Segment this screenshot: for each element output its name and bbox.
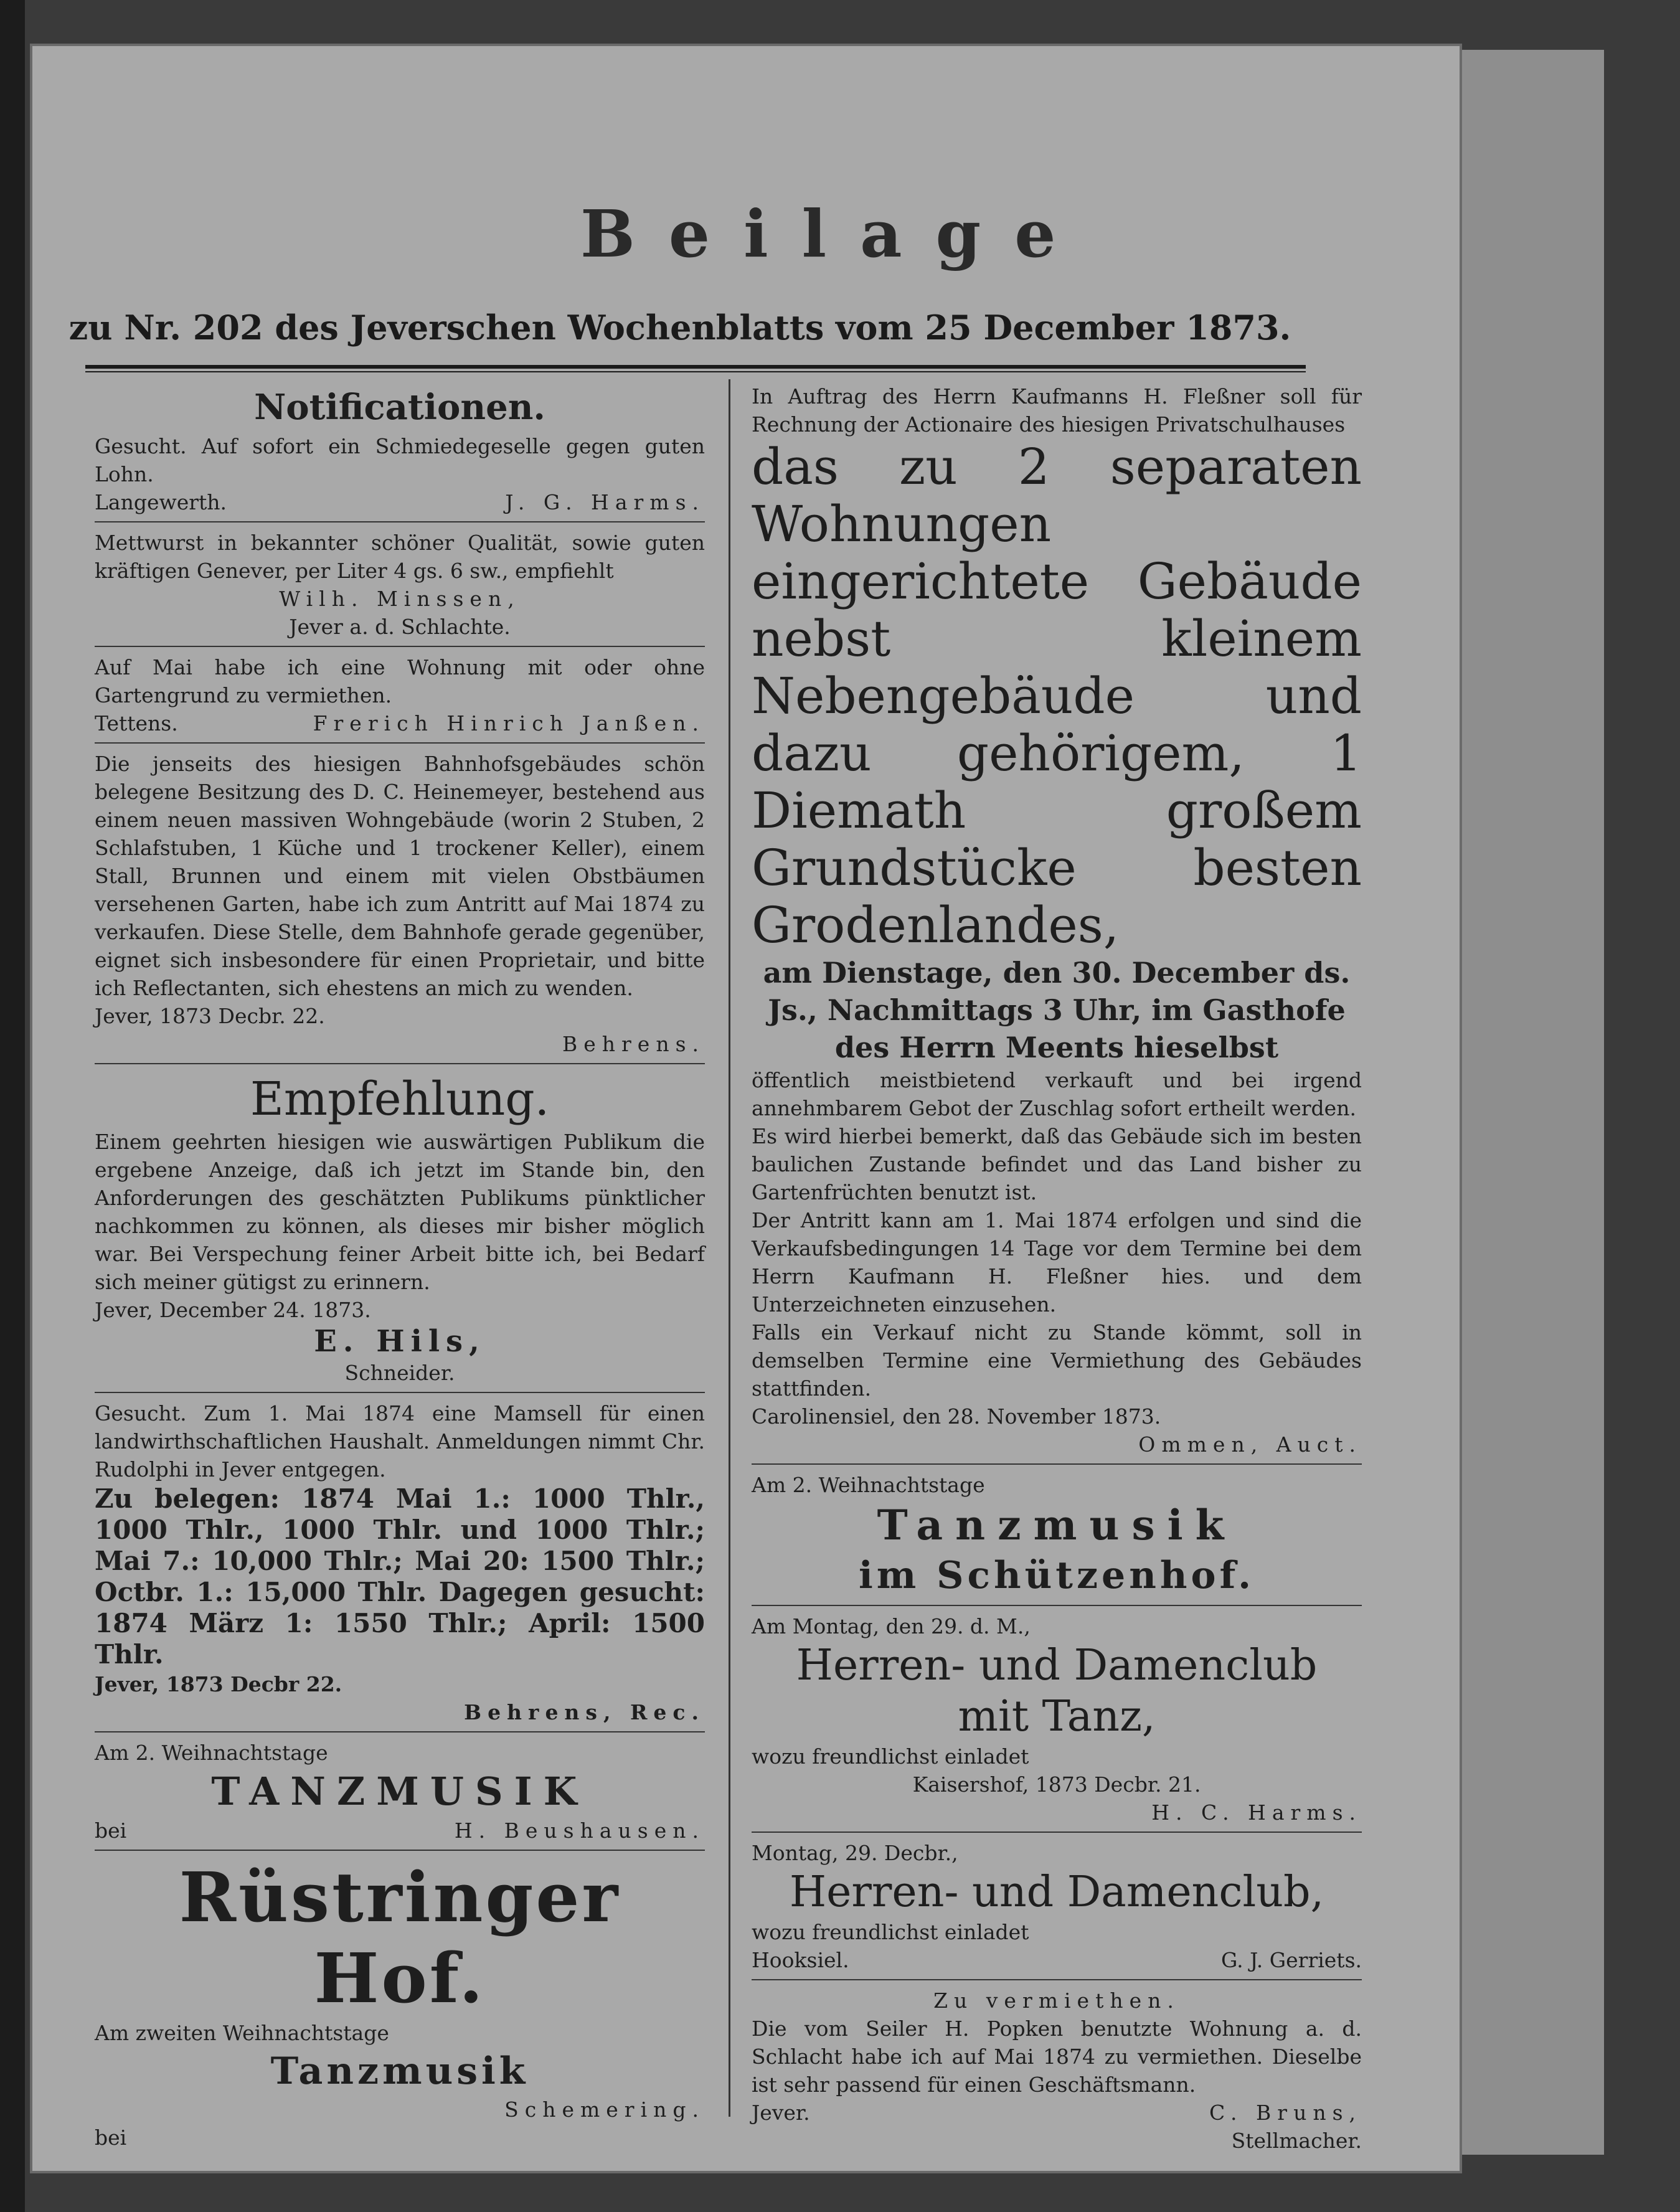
ad-wohnung — [95, 653, 705, 737]
ad-text: Der Antritt kann am 1. Mai 1874 erfolgen und sind die Verkaufsbedingungen 14 Tage vor dem Termine bei dem Herrn Kaufmann H. Fleßner hies. und dem Unterzeichneten einzusehen. — [752, 1208, 1362, 1316]
divider — [752, 1463, 1362, 1465]
ad-text: Am Montag, den 29. d. M., — [752, 1614, 1031, 1638]
divider — [95, 1731, 705, 1732]
ad-text: öffentlich meistbietend verkauft und bei irgend annehmbarem Gebot der Zuschlag sofort ertheilt werden. — [752, 1068, 1362, 1120]
newspaper-page — [30, 44, 1462, 2173]
ad-text: wozu freundlichst einladet — [752, 1744, 1029, 1769]
ad-signature: H. Beushausen. — [454, 1818, 705, 1843]
ad-signature: Frerich Hinrich Janßen. — [313, 711, 705, 735]
ad-trade: Stellmacher. — [1231, 2129, 1362, 2153]
left-column — [95, 382, 705, 2152]
ad-signature: C. Bruns, — [1209, 2101, 1362, 2125]
ad-auction-date: am Dienstage, den 30. December ds. Js., Nachmittags 3 Uhr, im Gasthofe des Herrn Meents hieselbst — [763, 956, 1351, 1064]
ad-subheading: Tanzmusik — [270, 2049, 529, 2093]
ad-schmiedegeselle — [95, 432, 705, 516]
ad-signature: G. J. Gerriets. — [1220, 1948, 1362, 1972]
ad-text: bei — [95, 2125, 127, 2150]
masthead — [32, 196, 1328, 272]
book-binding — [0, 0, 25, 2212]
ad-house-description: das zu 2 separaten Wohnungen eingerichtete Gebäude nebst kleinem Nebengebäude und dazu gehörigem, 1 Diemath großem Grundstücke besten Grodenlandes, — [752, 438, 1362, 954]
divider — [95, 1850, 705, 1851]
header-rule — [85, 365, 1306, 372]
ad-text: Auf Mai habe ich eine Wohnung mit oder ohne Gartengrund zu vermiethen. — [95, 655, 705, 707]
ad-zu-belegen — [95, 1483, 705, 1726]
ad-place: Hooksiel. — [752, 1948, 849, 1972]
ad-subheading: mit Tanz, — [958, 1692, 1156, 1741]
ad-date: Kaisershof, 1873 Decbr. 21. — [912, 1772, 1201, 1797]
divider — [95, 521, 705, 522]
divider — [95, 646, 705, 647]
ad-text: Am 2. Weihnachtstage — [95, 1741, 328, 1765]
ad-subheading: im Schützenhof. — [858, 1554, 1255, 1597]
page-edges — [1451, 50, 1604, 2155]
ad-place: Jever. — [752, 2101, 810, 2125]
ad-mettwurst — [95, 529, 705, 641]
ad-signature: Schemering. — [504, 2097, 705, 2122]
ad-text: Am 2. Weihnachtstage — [752, 1473, 985, 1497]
ad-text: Gesucht. Auf sofort ein Schmiedegeselle gegen guten Lohn. — [95, 434, 705, 486]
ad-signature: Behrens, Rec. — [464, 1700, 705, 1724]
divider — [95, 1392, 705, 1393]
ad-place: Jever a. d. Schlachte. — [289, 615, 511, 639]
ad-text: Einem geehrten hiesigen wie auswärtigen Publikum die ergebene Anzeige, daß ich jetzt im Stande bin, den Anforderungen des geschätzten Publikums pünktlicher nachkommen zu können, als dieses mir bisher möglich war. Bei Verspechung feiner Arbeit bitte ich, bei Bedarf sich meiner gütigst zu erinnern. — [95, 1130, 705, 1294]
right-column — [752, 382, 1362, 2155]
ad-place: Tettens. — [95, 711, 178, 735]
ad-mamsell — [95, 1399, 705, 1483]
ad-club-hooksiel — [752, 1839, 1362, 1974]
ad-club-kaisershof — [752, 1612, 1362, 1827]
ad-trade: Schneider. — [344, 1361, 455, 1385]
ad-text: wozu freundlichst einladet — [752, 1920, 1029, 1944]
ad-auction — [752, 382, 1362, 1458]
ad-heading: Empfehlung. — [250, 1072, 550, 1126]
divider — [752, 1605, 1362, 1606]
page-subtitle: zu Nr. 202 des Jeverschen Wochenblatts vom 25 December 1873. — [68, 308, 1291, 347]
ad-date: Jever, December 24. 1873. — [95, 1298, 371, 1322]
ad-zu-vermiethen — [752, 1987, 1362, 2155]
ad-text: bei — [95, 1818, 127, 1843]
ad-text: Am zweiten Weihnachtstage — [95, 2021, 389, 2045]
ad-heading: Rüstringer Hof. — [179, 1857, 621, 2018]
ad-date: Carolinensiel, den 28. November 1873. — [752, 1404, 1161, 1429]
divider — [752, 1979, 1362, 1980]
ad-signature: H. C. Harms. — [1151, 1800, 1362, 1825]
ad-text: Montag, 29. Decbr., — [752, 1841, 958, 1865]
ad-date: Jever, 1873 Decbr. 22. — [95, 1004, 325, 1028]
ad-text: Zu belegen: 1874 Mai 1.: 1000 Thlr., 1000 Thlr., 1000 Thlr. und 1000 Thlr.; Mai 7.: 10,000 Thlr.; Mai 20: 1500 Thlr.; Octbr. 1.: 15,000 Thlr. Dagegen gesucht: 1874 März 1: 1550 Thlr.; April: 1500 Thlr. — [95, 1483, 705, 1670]
ad-empfehlung — [95, 1071, 705, 1387]
ad-text: Die vom Seiler H. Popken benutzte Wohnung a. d. Schlacht habe ich auf Mai 1874 zu vermiethen. Dieselbe ist sehr passend für einen Geschäftsmann. — [752, 2016, 1362, 2097]
ad-text: Falls ein Verkauf nicht zu Stande kömmt, soll in demselben Termine eine Vermiethung des Gebäudes stattfinden. — [752, 1320, 1362, 1401]
notifications-heading: Notificationen. — [254, 387, 545, 428]
ad-text: Gesucht. Zum 1. Mai 1874 eine Mamsell für einen landwirthschaftlichen Haushalt. Anmeldungen nimmt Chr. Rudolphi in Jever entgegen. — [95, 1401, 705, 1482]
ad-besitzung — [95, 750, 705, 1058]
ad-signature: J. G. Harms. — [505, 490, 705, 514]
ad-heading: Herren- und Damenclub — [796, 1641, 1318, 1690]
ad-heading: Tanzmusik — [877, 1501, 1237, 1549]
ad-tanzmusik-beushausen — [95, 1739, 705, 1845]
ad-signature: Ommen, Auct. — [1138, 1432, 1362, 1457]
column-divider — [729, 379, 730, 2117]
ad-heading: Zu vermiethen. — [933, 1988, 1180, 2013]
ad-ruestringer-hof — [95, 1857, 705, 2152]
ad-text: Es wird hierbei bemerkt, daß das Gebäude sich im besten baulichen Zustande befindet und das Land bisher zu Gartenfrüchten benutzt ist. — [752, 1124, 1362, 1204]
ad-heading: Herren- und Damenclub, — [789, 1868, 1324, 1917]
divider — [95, 1063, 705, 1064]
ad-signature: Behrens. — [562, 1032, 705, 1056]
ad-tanzmusik-schuetzenhof — [752, 1471, 1362, 1600]
ad-text: Die jenseits des hiesigen Bahnhofsgebäudes schön belegene Besitzung des D. C. Heinemeyer, bestehend aus einem neuen massiven Wohngebäude (worin 2 Stuben, 2 Schlafstuben, 1 Küche und 1 trockener Keller), einem Stall, Brunnen und einem mit vielen Obstbäumen versehenen Garten, habe ich zum Antritt auf Mai 1874 zu verkaufen. Diese Stelle, dem Bahnhofe gerade gegenüber, eignet sich insbesondere für einen Proprietair, und bitte ich Reflectanten, sich ehestens an mich zu wenden. — [95, 752, 705, 1000]
ad-intro: In Auftrag des Herrn Kaufmanns H. Fleßner soll für Rechnung der Actionaire des hiesigen Privatschulhauses — [752, 384, 1362, 437]
page-title: Beilage — [580, 196, 1090, 272]
divider — [752, 1832, 1362, 1833]
ad-heading: TANZMUSIK — [211, 1769, 588, 1814]
divider — [95, 742, 705, 744]
ad-signature: Wilh. Minssen, — [279, 587, 521, 611]
ad-place: Langewerth. — [95, 490, 227, 514]
ad-date: Jever, 1873 Decbr 22. — [95, 1672, 342, 1696]
ad-signature: E. Hils, — [314, 1324, 486, 1359]
ad-text: Mettwurst in bekannter schöner Qualität, sowie guten kräftigen Genever, per Liter 4 gs. 6 sw., empfiehlt — [95, 531, 705, 583]
